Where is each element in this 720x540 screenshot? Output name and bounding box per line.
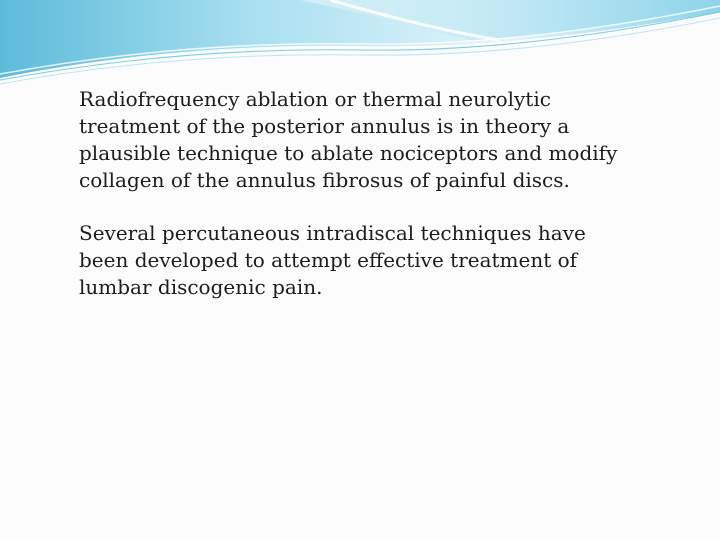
slide-body — [79, 86, 679, 301]
body-paragraph-1: Radiofrequency ablation or thermal neurolytic treatment of the posterior annulus is in theory a plausible technique to ablate nociceptors and modify collagen of the annulus fibrosus of painful discs. — [79, 87, 618, 192]
body-paragraph-2: Several percutaneous intradiscal techniques have been developed to attempt effective treatment of lumbar discogenic pain. — [79, 221, 586, 299]
header-wave-decoration — [0, 0, 720, 90]
